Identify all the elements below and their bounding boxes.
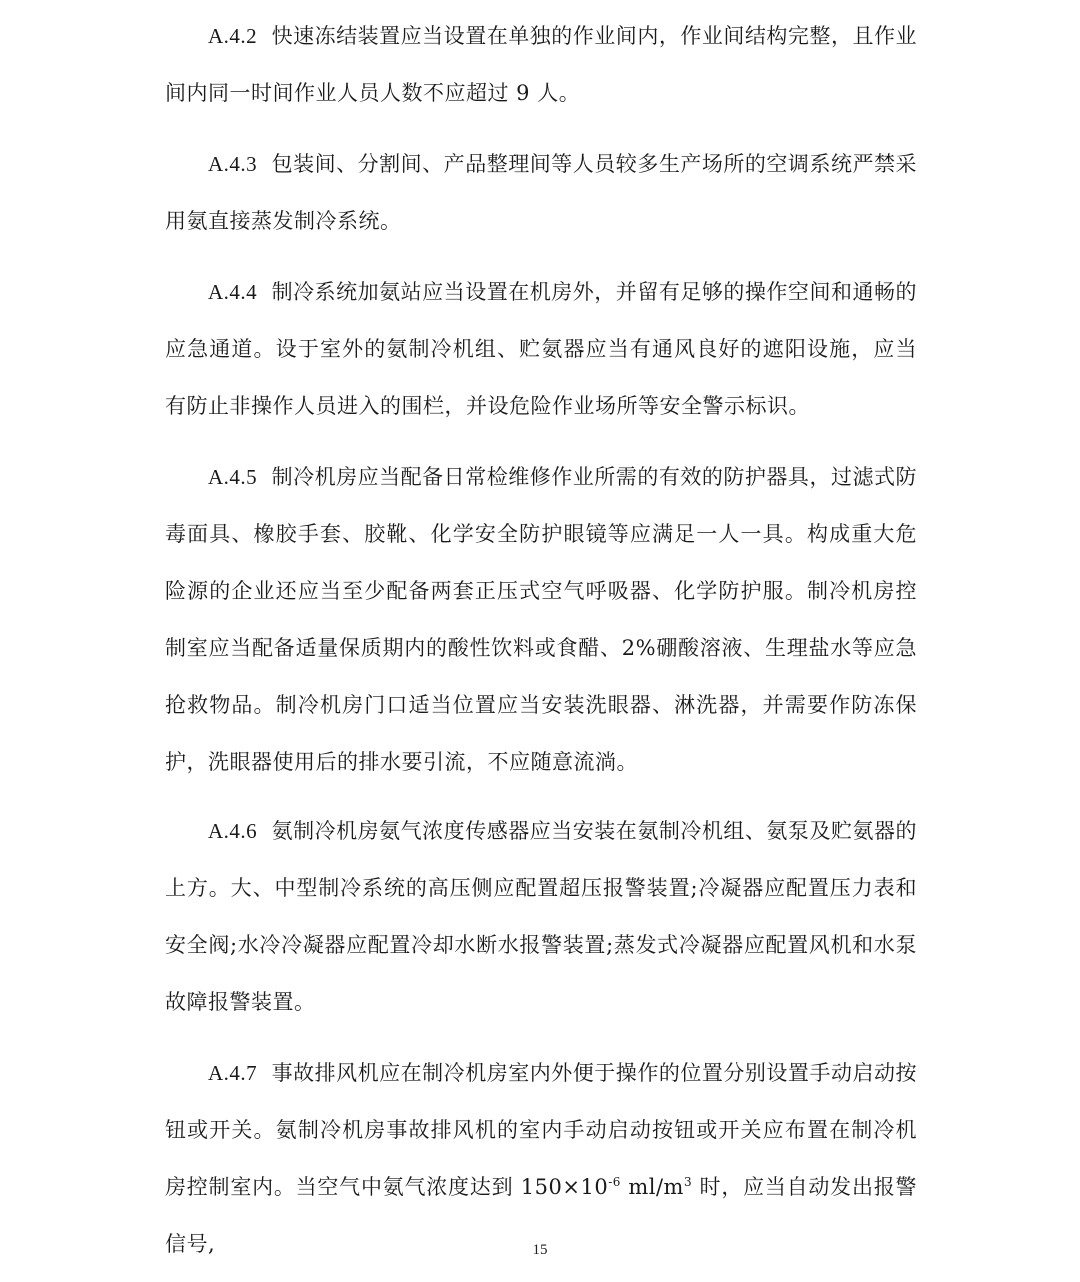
clause-a-4-4 <box>165 264 917 435</box>
clause-text-unit: ml/m <box>620 1175 684 1199</box>
clause-text-end: 时，应当自动发出报警信号, <box>165 1175 917 1256</box>
clause-text: 快速冻结装置应当设置在单独的作业间内，作业间结构完整，且作业间内同一时间作业人员人数不应超过 9 人。 <box>165 24 917 105</box>
clause-a-4-7 <box>165 1045 917 1273</box>
clause-a-4-6 <box>165 803 917 1031</box>
clause-text: 氨制冷机房氨气浓度传感器应当安装在氨制冷机组、氨泵及贮氨器的上方。大、中型制冷系统的高压侧应配置超压报警装置;冷凝器应配置压力表和安全阀;水冷冷凝器应配置冷却水断水报警装置;蒸发式冷凝器应配置风机和水泵故障报警装置。 <box>165 819 917 1014</box>
clause-number: A.4.4 <box>208 280 258 304</box>
clause-a-4-2 <box>165 8 917 122</box>
exponent: 3 <box>683 1175 693 1189</box>
clause-number: A.4.7 <box>208 1061 258 1085</box>
clause-text: 包装间、分割间、产品整理间等人员较多生产场所的空调系统严禁采用氨直接蒸发制冷系统。 <box>165 152 917 233</box>
clause-text: 制冷系统加氨站应当设置在机房外，并留有足够的操作空间和通畅的应急通道。设于室外的氨制冷机组、贮氨器应当有通风良好的遮阳设施，应当有防止非操作人员进入的围栏，并设危险作业场所等安全警示标识。 <box>165 280 917 418</box>
clause-text: 制冷机房应当配备日常检维修作业所需的有效的防护器具，过滤式防毒面具、橡胶手套、胶靴、化学安全防护眼镜等应满足一人一具。构成重大危险源的企业还应当至少配备两套正压式空气呼吸器、化学防护服。制冷机房控制室应当配备适量保质期内的酸性饮料或食醋、2%硼酸溶液、生理盐水等应急抢救物品。制冷机房门口适当位置应当安装洗眼器、淋洗器，并需要作防冻保护，洗眼器使用后的排水要引流，不应随意流淌。 <box>165 465 917 774</box>
exponent: -6 <box>608 1175 621 1189</box>
clause-number: A.4.3 <box>208 152 258 176</box>
clause-number: A.4.6 <box>208 819 258 843</box>
clause-number: A.4.2 <box>208 24 258 48</box>
clause-a-4-3 <box>165 136 917 250</box>
clause-number: A.4.5 <box>208 465 258 489</box>
clause-text: 事故排风机应在制冷机房室内外便于操作的位置分别设置手动启动按钮或开关。氨制冷机房事故排风机的室内手动启动按钮或开关应布置在制冷机房控制室内。当空气中氨气浓度达到 150×10 <box>165 1061 917 1199</box>
clause-a-4-5 <box>165 449 917 791</box>
page-number: 15 <box>532 1242 548 1258</box>
